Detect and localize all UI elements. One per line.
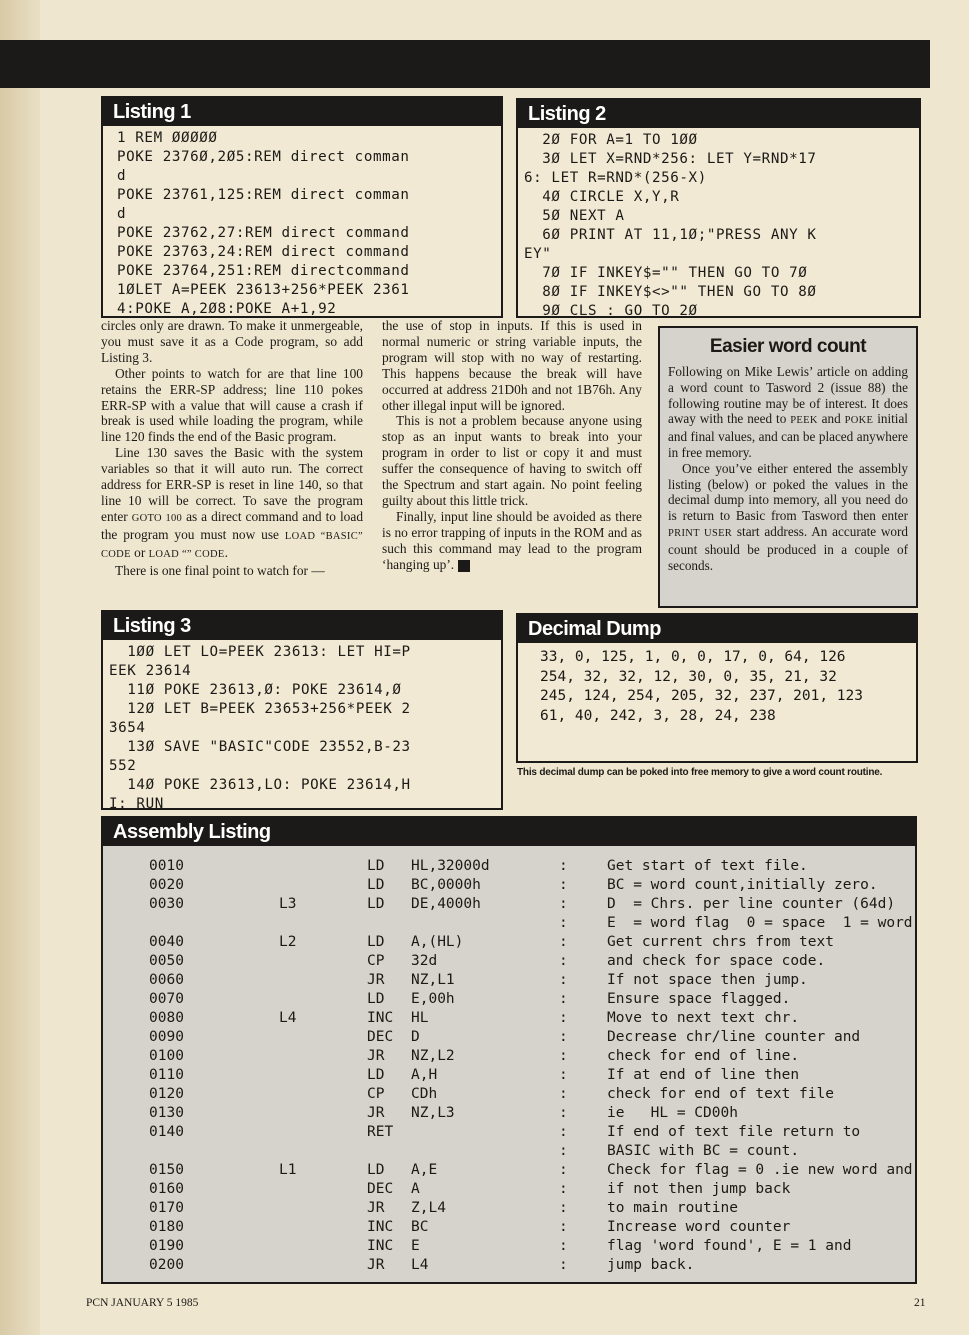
assembly-opcode xyxy=(367,1142,411,1161)
assembly-comment: E = word flag 0 = space 1 = word xyxy=(607,915,913,931)
assembly-label xyxy=(279,1237,367,1256)
assembly-line-number: 0040 xyxy=(149,934,184,950)
assembly-row xyxy=(103,1047,915,1066)
code-line: 4:POKE A,2Ø8:POKE A+1,92 xyxy=(117,301,337,317)
code-line: EEK 23614 xyxy=(109,663,192,679)
assembly-line-number xyxy=(103,1142,279,1161)
assembly-label: L3 xyxy=(279,896,297,912)
assembly-separator: : xyxy=(559,1048,568,1064)
assembly-separator: : xyxy=(559,1162,568,1178)
assembly-label xyxy=(279,1142,367,1161)
assembly-operand: A,H xyxy=(411,1067,438,1083)
assembly-separator: : xyxy=(559,1010,568,1026)
assembly-opcode: INC xyxy=(367,1219,394,1235)
decimal-dump-box xyxy=(516,613,918,763)
assembly-comment: ie HL = CD00h xyxy=(607,1105,738,1121)
assembly-operand: BC xyxy=(411,1219,429,1235)
code-line: 3654 xyxy=(109,720,146,736)
listing-2-box xyxy=(516,98,921,318)
decimal-dump-values xyxy=(518,643,916,726)
assembly-label xyxy=(279,1180,367,1199)
assembly-operand xyxy=(411,914,559,933)
assembly-row xyxy=(103,876,915,895)
article-paragraph: the use of stop in inputs. If this is used in normal numeric or string variable inputs, the program will stop with no way of restarting. This happens because the break will have occurred at address 21D0h and not 1B76h. Any other illegal input will be ignored. xyxy=(382,318,642,413)
assembly-separator: : xyxy=(559,1067,568,1083)
code-line: d xyxy=(117,168,127,184)
assembly-opcode: LD xyxy=(367,991,385,1007)
assembly-row xyxy=(103,952,915,971)
assembly-label xyxy=(279,1028,367,1047)
assembly-opcode: INC xyxy=(367,1238,394,1254)
code-line: 1ØØ LET LO=PEEK 23613: LET HI=P xyxy=(109,644,411,660)
assembly-operand: HL,32000d xyxy=(411,858,490,874)
assembly-comment: Check for flag = 0 .ie new word and xyxy=(607,1162,913,1178)
assembly-label: L4 xyxy=(279,1010,297,1026)
assembly-comment: If not space then jump. xyxy=(607,972,808,988)
assembly-separator: : xyxy=(559,953,568,969)
assembly-label xyxy=(279,1123,367,1142)
assembly-operand: E,00h xyxy=(411,991,455,1007)
listing-2-code xyxy=(518,128,919,321)
code-line: 8Ø IF INKEY$<>"" THEN GO TO 8Ø xyxy=(524,284,817,300)
assembly-separator: : xyxy=(559,1238,568,1254)
assembly-separator: : xyxy=(559,934,568,950)
assembly-comment: Get current chrs from text xyxy=(607,934,834,950)
code-line: POKE 23763,24:REM direct command xyxy=(117,244,410,260)
assembly-line-number: 0090 xyxy=(149,1029,184,1045)
assembly-separator: : xyxy=(559,1200,568,1216)
page-spine xyxy=(0,0,40,1335)
assembly-label xyxy=(279,1256,367,1275)
word-count-paragraph: Following on Mike Lewis’ article on adding a word count to Tasword 2 (issue 88) the following routine may be of interest. It does away with the need to PEEK and POKE initial and final values, and can be placed anywhere in free memory. xyxy=(668,364,908,460)
assembly-line-number: 0080 xyxy=(149,1010,184,1026)
assembly-opcode: JR xyxy=(367,1200,385,1216)
article-paragraph: circles only are drawn. To make it unmergeable, you must save it as a Code program, so add Listing 3. xyxy=(101,318,363,365)
assembly-line-number: 0190 xyxy=(149,1238,184,1254)
code-line: 7Ø IF INKEY$="" THEN GO TO 7Ø xyxy=(524,265,808,281)
assembly-row xyxy=(103,1123,915,1142)
assembly-row xyxy=(103,1218,915,1237)
code-line: POKE 2376Ø,2Ø5:REM direct comman xyxy=(117,149,410,165)
assembly-comment: and check for space code. xyxy=(607,953,826,969)
assembly-operand: 32d xyxy=(411,953,438,969)
assembly-opcode: JR xyxy=(367,972,385,988)
listing-3-title: Listing 3 xyxy=(103,612,501,640)
assembly-line-number: 0120 xyxy=(149,1086,184,1102)
article-paragraph: Line 130 saves the Basic with the system variables so that it will auto run. The correct address for ERR-SP is reset in line 140, so that line 10 will be correct. To save the program enter GOTO 100 as a direct command and to load the program you must now use LOAD “BASIC” CODE or LOAD “” CODE. xyxy=(101,445,364,560)
assembly-label xyxy=(279,876,367,895)
assembly-comment: Decrease chr/line counter and xyxy=(607,1029,861,1045)
assembly-row xyxy=(103,1009,915,1028)
article-column-1 xyxy=(101,318,363,579)
assembly-label: L1 xyxy=(279,1162,297,1178)
assembly-rows xyxy=(103,846,915,1275)
assembly-row xyxy=(103,971,915,990)
assembly-opcode: LD xyxy=(367,1162,385,1178)
code-line: POKE 23764,251:REM directcommand xyxy=(117,263,410,279)
assembly-line-number: 0020 xyxy=(149,877,184,893)
listing-3-code xyxy=(103,640,501,814)
assembly-operand: A xyxy=(411,1181,420,1197)
code-line: 245, 124, 254, 205, 32, 237, 201, 123 xyxy=(540,688,864,704)
assembly-row xyxy=(103,1085,915,1104)
assembly-opcode: CP xyxy=(367,1086,385,1102)
assembly-row xyxy=(103,1028,915,1047)
assembly-line-number: 0050 xyxy=(149,953,184,969)
assembly-operand: A,E xyxy=(411,1162,438,1178)
assembly-separator: : xyxy=(559,858,568,874)
article-paragraph: This is not a problem because anyone using stop as an input wants to break into your program in order to list or copy it and must suffer the consequence of having to switch off the Spectrum and start again. No point feeling guilty about this little trick. xyxy=(382,413,642,508)
assembly-row xyxy=(103,895,915,914)
assembly-label xyxy=(279,952,367,971)
code-line: POKE 23762,27:REM direct command xyxy=(117,225,410,241)
assembly-operand: Z,L4 xyxy=(411,1200,446,1216)
assembly-opcode: LD xyxy=(367,934,385,950)
assembly-row xyxy=(103,1066,915,1085)
assembly-comment: Ensure space flagged. xyxy=(607,991,791,1007)
assembly-row xyxy=(103,857,915,876)
assembly-comment: check for end of text file xyxy=(607,1086,834,1102)
assembly-label xyxy=(279,1104,367,1123)
assembly-label xyxy=(279,857,367,876)
end-of-article-icon xyxy=(458,560,470,572)
assembly-line-number: 0060 xyxy=(149,972,184,988)
word-count-sidebar xyxy=(658,326,918,608)
assembly-separator: : xyxy=(559,1181,568,1197)
assembly-comment: Increase word counter xyxy=(607,1219,791,1235)
assembly-opcode: LD xyxy=(367,877,385,893)
assembly-opcode: DEC xyxy=(367,1029,394,1045)
code-line: 6: LET R=RND*(256-X) xyxy=(524,170,707,186)
assembly-label xyxy=(279,914,367,933)
assembly-row xyxy=(103,1104,915,1123)
decimal-dump-caption: This decimal dump can be poked into free memory to give a word count routine. xyxy=(517,767,883,778)
assembly-separator: : xyxy=(559,1257,568,1273)
assembly-line-number: 0030 xyxy=(149,896,184,912)
assembly-opcode: LD xyxy=(367,858,385,874)
code-line: 552 xyxy=(109,758,137,774)
assembly-label xyxy=(279,1199,367,1218)
code-line: EY" xyxy=(524,246,552,262)
code-line: 61, 40, 242, 3, 28, 24, 238 xyxy=(540,707,776,724)
assembly-separator: : xyxy=(559,915,568,931)
assembly-operand: HL xyxy=(411,1010,429,1026)
assembly-comment: to main routine xyxy=(607,1200,738,1216)
assembly-comment: jump back. xyxy=(607,1257,695,1273)
assembly-row xyxy=(103,1161,915,1180)
assembly-opcode: LD xyxy=(367,896,385,912)
code-line: 3Ø LET X=RND*256: LET Y=RND*17 xyxy=(524,151,817,167)
code-line: 5Ø NEXT A xyxy=(524,208,625,224)
footer-page-number: 21 xyxy=(914,1297,926,1309)
listing-2-title: Listing 2 xyxy=(518,100,919,128)
assembly-operand: L4 xyxy=(411,1257,429,1273)
assembly-line-number: 0160 xyxy=(149,1181,184,1197)
assembly-comment: D = Chrs. per line counter (64d) xyxy=(607,896,896,912)
article-column-2 xyxy=(382,318,642,573)
assembly-comment: check for end of line. xyxy=(607,1048,800,1064)
code-line: 14Ø POKE 23613,LO: POKE 23614,H xyxy=(109,777,411,793)
code-line: 13Ø SAVE "BASIC"CODE 23552,B-23 xyxy=(109,739,411,755)
assembly-comment: Get start of text file. xyxy=(607,858,808,874)
assembly-row xyxy=(103,914,915,933)
assembly-line-number: 0130 xyxy=(149,1105,184,1121)
assembly-separator: : xyxy=(559,1219,568,1235)
assembly-row xyxy=(103,1180,915,1199)
listing-1-title: Listing 1 xyxy=(103,98,501,126)
assembly-operand xyxy=(411,1123,559,1142)
article-paragraph: Finally, input line should be avoided as there is no error trapping of inputs in the ROM and as such this command may lead to the program ‘hanging up’. xyxy=(382,508,642,572)
assembly-listing-title: Assembly Listing xyxy=(103,818,915,846)
assembly-opcode: JR xyxy=(367,1048,385,1064)
assembly-opcode: JR xyxy=(367,1105,385,1121)
assembly-row xyxy=(103,1256,915,1275)
assembly-operand: NZ,L3 xyxy=(411,1105,455,1121)
assembly-operand: E xyxy=(411,1238,420,1254)
code-line: d xyxy=(117,206,127,222)
assembly-label: L2 xyxy=(279,934,297,950)
assembly-separator: : xyxy=(559,1124,568,1140)
assembly-operand: DE,4000h xyxy=(411,896,481,912)
listing-1-code xyxy=(103,126,501,319)
assembly-operand: D xyxy=(411,1029,420,1045)
assembly-opcode: JR xyxy=(367,1257,385,1273)
assembly-row xyxy=(103,933,915,952)
assembly-separator: : xyxy=(559,991,568,1007)
assembly-operand: BC,0000h xyxy=(411,877,481,893)
assembly-label xyxy=(279,1218,367,1237)
assembly-operand: A,(HL) xyxy=(411,934,464,950)
listing-3-box xyxy=(101,610,503,810)
code-line: 11Ø POKE 23613,Ø: POKE 23614,Ø xyxy=(109,682,402,698)
code-line: 1ØLET A=PEEK 23613+256*PEEK 2361 xyxy=(117,282,410,298)
assembly-comment: BASIC with BC = count. xyxy=(607,1143,800,1159)
decimal-dump-title: Decimal Dump xyxy=(518,615,916,643)
assembly-line-number: 0070 xyxy=(149,991,184,1007)
code-line: 9Ø CLS : GO TO 2Ø xyxy=(524,303,698,319)
assembly-line-number xyxy=(103,914,279,933)
listing-1-box xyxy=(101,96,503,318)
assembly-opcode xyxy=(367,914,411,933)
assembly-opcode: CP xyxy=(367,953,385,969)
code-line: 254, 32, 32, 12, 30, 0, 35, 21, 32 xyxy=(540,668,837,685)
assembly-line-number: 0110 xyxy=(149,1067,184,1083)
assembly-row xyxy=(103,1142,915,1161)
assembly-opcode: RET xyxy=(367,1124,394,1140)
code-line: POKE 23761,125:REM direct comman xyxy=(117,187,410,203)
code-line: 4Ø CIRCLE X,Y,R xyxy=(524,189,680,205)
assembly-comment: If end of text file return to xyxy=(607,1124,861,1140)
code-line: 12Ø LET B=PEEK 23653+256*PEEK 2 xyxy=(109,701,411,717)
assembly-operand: CDh xyxy=(411,1086,438,1102)
assembly-separator: : xyxy=(559,1143,568,1159)
assembly-comment: If at end of line then xyxy=(607,1067,800,1083)
footer-issue: PCN JANUARY 5 1985 xyxy=(86,1297,199,1309)
assembly-separator: : xyxy=(559,1105,568,1121)
assembly-label xyxy=(279,1066,367,1085)
header-bar xyxy=(0,40,930,88)
assembly-comment: Move to next text chr. xyxy=(607,1010,800,1026)
assembly-line-number: 0140 xyxy=(149,1124,184,1140)
assembly-line-number: 0100 xyxy=(149,1048,184,1064)
assembly-operand xyxy=(411,1142,559,1161)
assembly-line-number: 0170 xyxy=(149,1200,184,1216)
assembly-label xyxy=(279,971,367,990)
code-line: 2Ø FOR A=1 TO 1ØØ xyxy=(524,132,698,148)
article-paragraph: There is one final point to watch for — xyxy=(115,562,325,578)
code-line: 33, 0, 125, 1, 0, 0, 17, 0, 64, 126 xyxy=(540,649,846,665)
assembly-opcode: LD xyxy=(367,1067,385,1083)
assembly-separator: : xyxy=(559,1029,568,1045)
code-line: 6Ø PRINT AT 11,1Ø;"PRESS ANY K xyxy=(524,227,817,243)
assembly-separator: : xyxy=(559,877,568,893)
assembly-line-number: 0200 xyxy=(149,1257,184,1273)
assembly-operand: NZ,L2 xyxy=(411,1048,455,1064)
assembly-separator: : xyxy=(559,896,568,912)
assembly-operand: NZ,L1 xyxy=(411,972,455,988)
assembly-label xyxy=(279,1085,367,1104)
word-count-title: Easier word count xyxy=(709,336,867,357)
assembly-line-number: 0180 xyxy=(149,1219,184,1235)
assembly-row xyxy=(103,1237,915,1256)
assembly-listing-box xyxy=(101,816,917,1284)
assembly-comment: flag 'word found', E = 1 and xyxy=(607,1238,852,1254)
word-count-paragraph: Once you’ve either entered the assembly listing (below) or poked the values in the decimal dump into memory, all you need do is return to Basic from Tasword then enter PRINT USER start address. An accurate word count should be produced in a couple of seconds. xyxy=(668,460,908,573)
assembly-opcode: INC xyxy=(367,1010,394,1026)
code-line: 1 REM ØØØØØ xyxy=(117,130,218,146)
code-line: I: RUN xyxy=(109,796,164,812)
assembly-line-number: 0010 xyxy=(149,858,184,874)
assembly-row xyxy=(103,1199,915,1218)
assembly-separator: : xyxy=(559,972,568,988)
assembly-separator: : xyxy=(559,1086,568,1102)
assembly-label xyxy=(279,1047,367,1066)
assembly-comment: BC = word count,initially zero. xyxy=(607,877,878,893)
assembly-opcode: DEC xyxy=(367,1181,394,1197)
assembly-label xyxy=(279,990,367,1009)
assembly-row xyxy=(103,990,915,1009)
article-paragraph: Other points to watch for are that line 100 retains the ERR-SP address; line 110 pokes ERR-SP with a value that will cause a crash if break is used while loading the program, while line 120 finds the end of the Basic program. xyxy=(101,365,363,445)
assembly-line-number: 0150 xyxy=(149,1162,184,1178)
assembly-comment: if not then jump back xyxy=(607,1181,791,1197)
